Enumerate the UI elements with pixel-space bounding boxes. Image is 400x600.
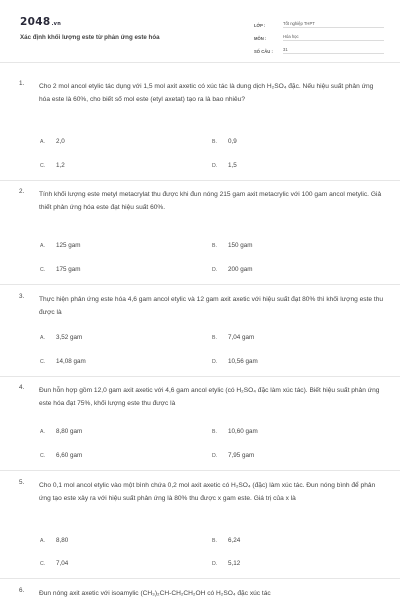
question-number: 4. [19,384,25,391]
meta-subject-label: MÔN : [254,36,267,41]
option-c[interactable]: C. 14,08 gam [40,358,86,365]
meta-subject-value: Hóa học [283,34,384,41]
logo-suffix: .vn [51,21,62,27]
divider [0,284,400,285]
option-b[interactable]: B. 10,60 gam [212,428,258,435]
question-text: Cho 0,1 mol ancol etylic vào một bình chứa 0,2 mol axit axetic có H₂SO₄ (đặc) làm xúc tác. Đun nóng bình để phản ứng tạo este xảy ra với hiệu suất phản ứng là 80% thu được x gam este. Giá trị của x là [39,482,376,502]
meta-count-label: SỐ CÂU : [254,49,273,54]
document-meta [254,15,384,54]
divider [0,578,400,579]
logo-text: 2048 [20,16,51,28]
option-c[interactable]: C. 1,2 [40,162,65,169]
option-b[interactable]: B. 6,24 [212,537,241,544]
option-a[interactable]: A. 8,80 gam [40,428,83,435]
question-text: Tính khối lượng este metyl metacrylat thu được khi đun nóng 215 gam axit metacrylic với 100 gam ancol metylic. Giả thiết phản ứng hóa este đạt hiệu suất 60%. [39,191,382,211]
question-number: 5. [19,479,25,486]
question-text: Cho 2 mol ancol etylic tác dụng với 1,5 mol axit axetic có xúc tác là dung dịch H₂SO₄ đặc. Nếu hiệu suất phản ứng hóa este là 60%, cho biết số mol este (etyl axetat) tạo ra là bao nhiêu? [39,83,374,103]
option-b[interactable]: B. 0,9 [212,138,237,145]
meta-class-row [254,15,384,28]
option-a[interactable]: A. 8,80 [40,537,69,544]
option-d[interactable]: D. 200 gam [212,266,253,273]
meta-count-value: 31 [283,47,384,54]
divider [0,470,400,471]
meta-class-value: Tốt nghiệp THPT [283,21,384,28]
question-number: 3. [19,293,25,300]
option-c[interactable]: C. 7,04 [40,560,69,567]
question-number: 1. [19,80,25,87]
option-b[interactable]: B. 150 gam [212,242,253,249]
divider [0,376,400,377]
option-d[interactable]: D. 7,95 gam [212,452,255,459]
divider [0,180,400,181]
option-a[interactable]: A. 2,0 [40,138,65,145]
option-d[interactable]: D. 1,5 [212,162,237,169]
document-title: Xác định khối lượng este từ phản ứng este hóa [20,34,160,41]
option-a[interactable]: A. 125 gam [40,242,81,249]
meta-count-row [254,41,384,54]
option-c[interactable]: C. 6,60 gam [40,452,83,459]
question-number: 2. [19,188,25,195]
option-d[interactable]: D. 10,56 gam [212,358,258,365]
option-a[interactable]: A. 3,52 gam [40,334,83,341]
option-b[interactable]: B. 7,04 gam [212,334,255,341]
site-logo[interactable] [20,16,61,28]
meta-subject-row [254,28,384,41]
option-d[interactable]: D. 5,12 [212,560,241,567]
question-text: Thực hiện phản ứng este hóa 4,6 gam ancol etylic và 12 gam axit axetic với hiệu suất đạt 80% thì khối lượng este thu được là [39,296,384,316]
question-text: Đun hỗn hợp gồm 12,0 gam axit axetic với 4,6 gam ancol etylic (có H₂SO₄ đặc làm xúc tác). Biết hiệu suất phản ứng este hóa đạt 75%, khối lượng este thu được là [39,387,380,407]
option-c[interactable]: C. 175 gam [40,266,81,273]
question-text: Đun nóng axit axetic với isoamylic (CH₃)₂CH-CH₂CH₂OH có H₂SO₄ đặc xúc tác [39,590,271,597]
document-header [0,0,400,63]
meta-class-label: LỚP : [254,23,266,28]
question-number: 6. [19,587,25,594]
